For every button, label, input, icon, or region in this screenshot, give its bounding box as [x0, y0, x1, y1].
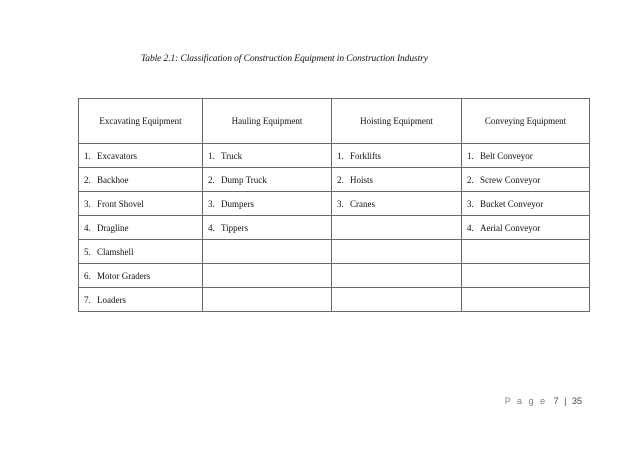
table-row: [79, 192, 590, 216]
cell-excavating: [79, 168, 203, 192]
item-label: Dump Truck: [221, 174, 267, 185]
header-conveying: Conveying Equipment: [462, 99, 590, 144]
table-row: [79, 240, 590, 264]
item-label: Aerial Conveyor: [480, 222, 541, 233]
table-row: [79, 216, 590, 240]
page-separator: |: [564, 396, 567, 406]
item-number: 2.: [208, 174, 215, 185]
item-number: 2.: [467, 174, 474, 185]
item-number: 3.: [467, 198, 474, 209]
item-label: Backhoe: [97, 174, 129, 185]
item-number: 1.: [84, 150, 91, 161]
item-number: 4.: [208, 222, 215, 233]
item-number: 2.: [84, 174, 91, 185]
item-number: 3.: [337, 198, 344, 209]
cell-hauling: [203, 264, 332, 288]
item-label: Truck: [221, 150, 243, 161]
item-label: Hoists: [350, 174, 374, 185]
table-caption: Table 2.1: Classification of Construction Equipment in Construction Industry: [141, 54, 428, 64]
page-number: 7: [553, 396, 559, 406]
page-label: P a g e: [504, 396, 548, 406]
cell-excavating: [79, 240, 203, 264]
cell-hoisting: [332, 240, 462, 264]
cell-excavating: [79, 192, 203, 216]
item-label: Excavators: [97, 150, 137, 161]
item-number: 2.: [337, 174, 344, 185]
item-label: Front Shovel: [97, 198, 144, 209]
item-label: Motor Graders: [97, 270, 151, 281]
table-row: [79, 288, 590, 312]
cell-conveying: [462, 216, 590, 240]
item-number: 7.: [84, 294, 91, 305]
cell-hoisting: [332, 216, 462, 240]
item-label: Tippers: [221, 222, 249, 233]
item-number: 5.: [84, 246, 91, 257]
cell-conveying: [462, 168, 590, 192]
cell-hauling: [203, 144, 332, 168]
item-label: Bucket Conveyor: [480, 198, 544, 209]
item-number: 1.: [467, 150, 474, 161]
item-label: Loaders: [97, 294, 126, 305]
item-number: 4.: [84, 222, 91, 233]
item-number: 3.: [208, 198, 215, 209]
item-number: 1.: [208, 150, 215, 161]
cell-conveying: [462, 264, 590, 288]
header-hoisting: Hoisting Equipment: [332, 99, 462, 144]
cell-excavating: [79, 264, 203, 288]
cell-conveying: [462, 192, 590, 216]
cell-excavating: [79, 288, 203, 312]
cell-hauling: [203, 240, 332, 264]
item-label: Dragline: [97, 222, 129, 233]
item-number: 1.: [337, 150, 344, 161]
item-number: 6.: [84, 270, 91, 281]
cell-conveying: [462, 288, 590, 312]
item-number: 4.: [467, 222, 474, 233]
cell-hauling: [203, 288, 332, 312]
item-label: Forklifts: [350, 150, 382, 161]
cell-hoisting: [332, 168, 462, 192]
table-body: [79, 144, 590, 312]
cell-excavating: [79, 144, 203, 168]
item-label: Belt Conveyor: [480, 150, 533, 161]
item-label: Screw Conveyor: [480, 174, 541, 185]
cell-hauling: [203, 192, 332, 216]
page-total: 35: [571, 396, 582, 406]
cell-hoisting: [332, 264, 462, 288]
page-footer: [505, 396, 582, 406]
item-label: Dumpers: [221, 198, 254, 209]
table-header-row: [79, 99, 590, 144]
cell-hauling: [203, 168, 332, 192]
header-hauling: Hauling Equipment: [203, 99, 332, 144]
cell-excavating: [79, 216, 203, 240]
cell-hoisting: [332, 144, 462, 168]
cell-conveying: [462, 144, 590, 168]
table-row: [79, 264, 590, 288]
equipment-classification-table: [78, 98, 590, 312]
item-label: Clamshell: [97, 246, 134, 257]
item-number: 3.: [84, 198, 91, 209]
cell-hoisting: [332, 288, 462, 312]
cell-hauling: [203, 216, 332, 240]
item-label: Cranes: [350, 198, 375, 209]
table-row: [79, 168, 590, 192]
table-row: [79, 144, 590, 168]
cell-hoisting: [332, 192, 462, 216]
cell-conveying: [462, 240, 590, 264]
header-excavating: Excavating Equipment: [79, 99, 203, 144]
